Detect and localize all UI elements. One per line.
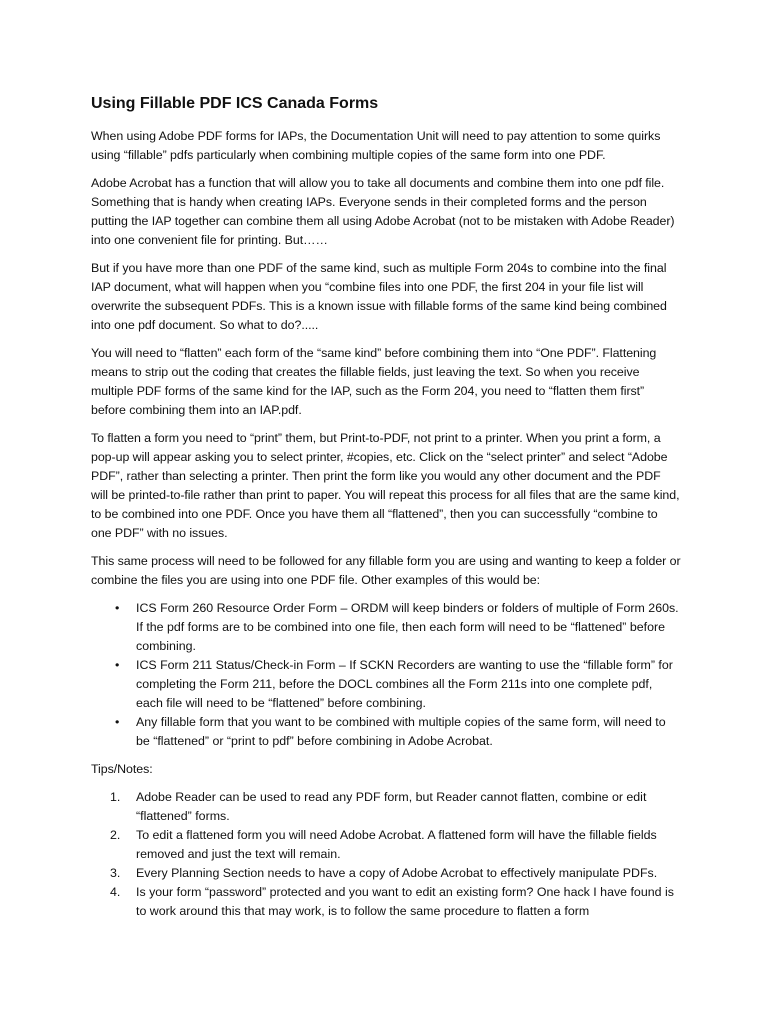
list-item: [91, 713, 681, 751]
paragraph-how-to-flatten: To flatten a form you need to “print” them, but Print-to-PDF, not print to a printer. When you print a form, a pop-up will appear asking you to select printer, #copies, etc. Click on the “select printer” and select “Adobe PDF”, rather than selecting a printer. Then print the form like you would any other document and the PDF will be printed-to-file rather than print to paper. You will repeat this process for all files that are the same kind, to be combined into one PDF. Once you have them all “flattened”, then you can successfully “combine to one PDF” with no issues.: [91, 431, 680, 540]
bullet-icon: •: [115, 601, 120, 615]
list-item-text: To edit a flattened form you will need Adobe Acrobat. A flattened form will have the fillable fields removed and just the text will remain.: [136, 828, 657, 861]
list-number: 3.: [110, 866, 121, 880]
list-item-text: Is your form “password” protected and you want to edit an existing form? One hack I have found is to work around this that may work, is to follow the same procedure to flatten a form: [136, 885, 674, 918]
list-item-text: ICS Form 211 Status/Check-in Form – If SCKN Recorders are wanting to use the “fillable form” for completing the Form 211, before the DOCL combines all the Form 211s into one complete pdf, each file will need to be “flattened” before combining.: [136, 658, 673, 710]
list-item-text: Any fillable form that you want to be combined with multiple copies of the same form, will need to be “flattened” or “print to pdf” before combining in Adobe Acrobat.: [136, 715, 666, 748]
list-item: [91, 883, 681, 921]
list-item-text: Every Planning Section needs to have a copy of Adobe Acrobat to effectively manipulate PDFs.: [136, 866, 658, 880]
bullet-icon: •: [115, 715, 120, 729]
tips-list: [91, 788, 681, 921]
paragraph-intro: When using Adobe PDF forms for IAPs, the Documentation Unit will need to pay attention to some quirks using “fillable” pdfs particularly when combining multiple copies of the same form into one PDF.: [91, 129, 661, 162]
paragraph-acrobat-combine: Adobe Acrobat has a function that will allow you to take all documents and combine them into one pdf file. Something that is handy when creating IAPs. Everyone sends in their completed forms and the person putting the IAP together can combine them all using Adobe Acrobat (not to be mistaken with Adobe Reader) into one convenient file for printing. But……: [91, 176, 675, 247]
list-item: [91, 826, 681, 864]
paragraph-overwrite-issue: But if you have more than one PDF of the same kind, such as multiple Form 204s to combine into the final IAP document, what will happen when you “combine files into one PDF, the first 204 in your file list will overwrite the subsequent PDFs. This is a known issue with fillable forms of the same kind being combined into one pdf document. So what to do?.....: [91, 261, 667, 332]
list-item-text: ICS Form 260 Resource Order Form – ORDM will keep binders or folders of multiple of Form 260s. If the pdf forms are to be combined into one file, then each form will need to be “flattened” before combining.: [136, 601, 679, 653]
examples-list: [91, 599, 681, 751]
list-item: [91, 656, 681, 713]
list-number: 2.: [110, 828, 121, 842]
list-item: [91, 864, 681, 883]
paragraph-flatten-explanation: You will need to “flatten” each form of the “same kind” before combining them into “One PDF”. Flattening means to strip out the coding that creates the fillable fields, just leaving the text. So when you receive multiple PDF forms of the same kind for the IAP, such as the Form 204, you need to “flatten them first” before combining them into an IAP.pdf.: [91, 346, 657, 417]
bullet-icon: •: [115, 658, 120, 672]
list-item: [91, 599, 681, 656]
tips-heading: Tips/Notes:: [91, 762, 153, 776]
document-title: Using Fillable PDF ICS Canada Forms: [91, 95, 379, 112]
list-item-text: Adobe Reader can be used to read any PDF form, but Reader cannot flatten, combine or edit “flattened” forms.: [136, 790, 647, 823]
list-number: 4.: [110, 885, 121, 899]
paragraph-other-examples: This same process will need to be followed for any fillable form you are using and wanting to keep a folder or combine the files you are using into one PDF file. Other examples of this would be:: [91, 554, 681, 587]
list-number: 1.: [110, 790, 121, 804]
list-item: [91, 788, 681, 826]
document-page: [91, 93, 681, 921]
